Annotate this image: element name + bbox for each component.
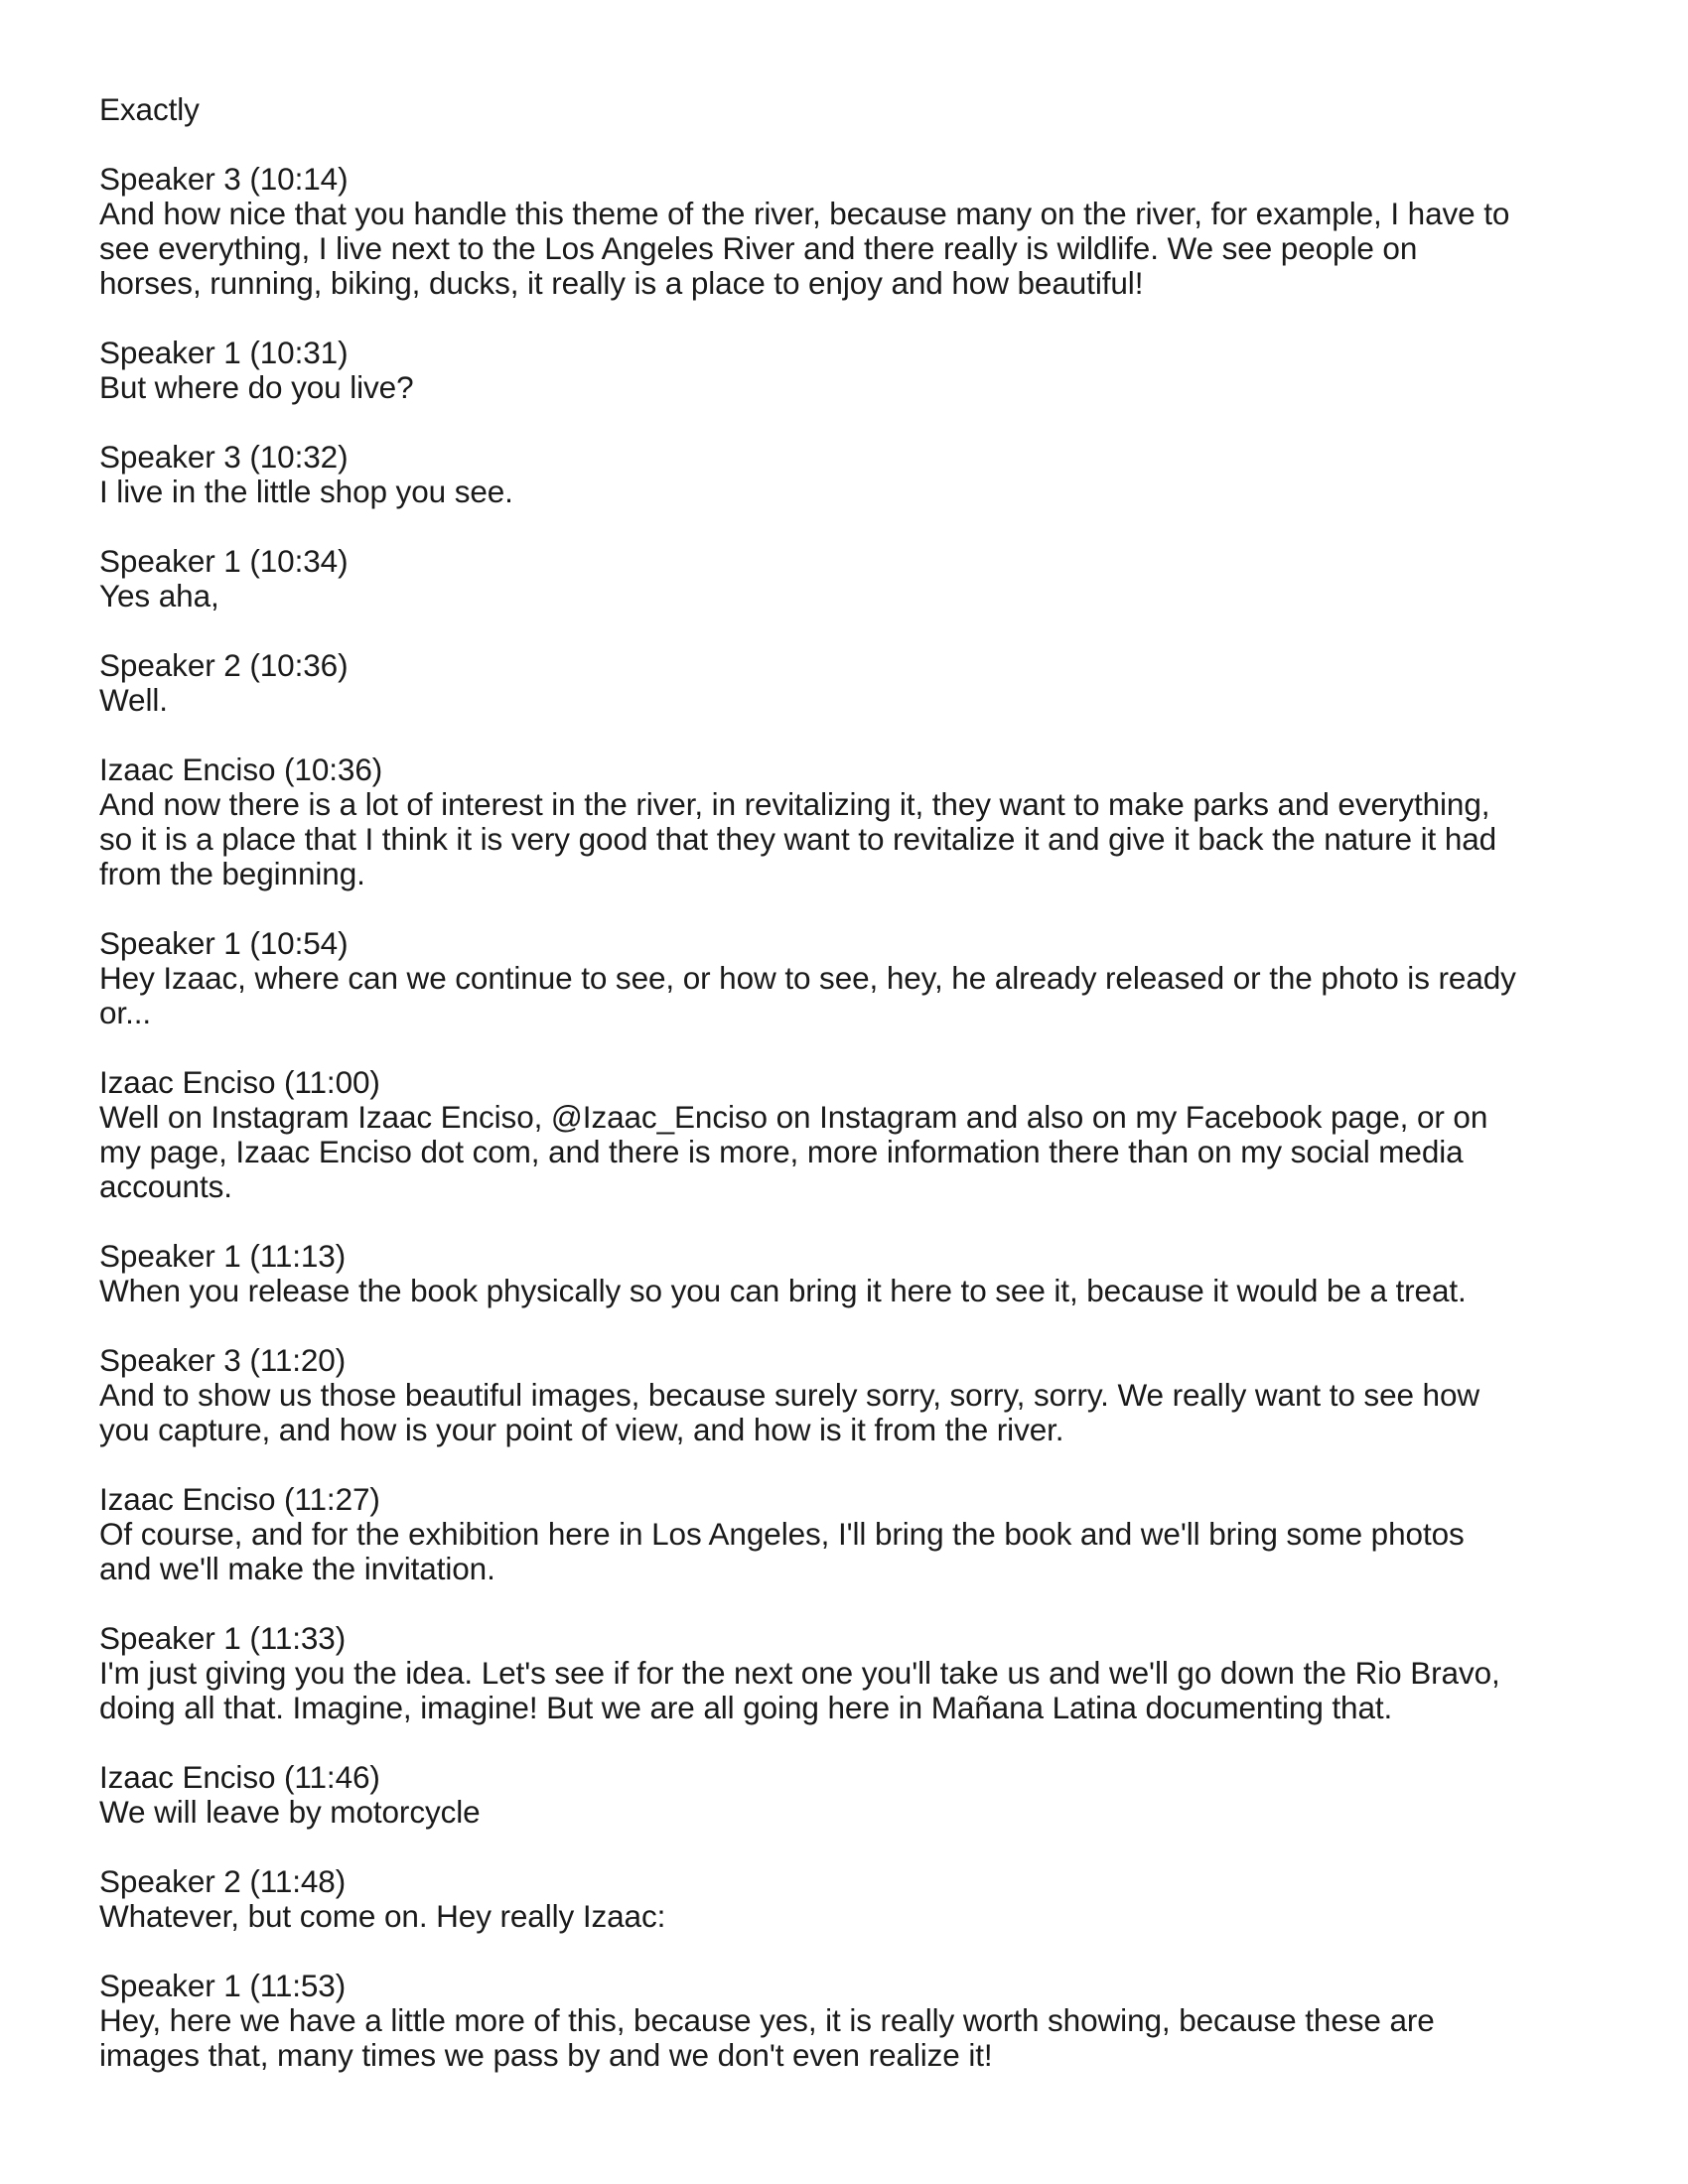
utterance-line: or... (99, 995, 152, 1030)
utterance-line: and we'll make the invitation. (99, 1551, 495, 1586)
speaker-timestamp: Speaker 2 (10:36) (99, 647, 349, 683)
transcript-entry (99, 440, 1589, 509)
transcript-entry (99, 1482, 1589, 1586)
utterance-line: doing all that. Imagine, imagine! But we are all going here in Mañana Latina documenting that. (99, 1690, 1393, 1725)
utterance-line: Hey, here we have a little more of this, because yes, it is really worth showing, because these are (99, 2002, 1435, 2038)
transcript-page (99, 92, 1589, 2108)
utterance-line: Whatever, but come on. Hey really Izaac: (99, 1898, 666, 1934)
transcript-lead-line: Exactly (99, 91, 200, 127)
transcript-entry (99, 926, 1589, 1030)
utterance-line: When you release the book physically so you can bring it here to see it, because it would be a treat. (99, 1273, 1467, 1308)
speaker-timestamp: Speaker 3 (11:20) (99, 1342, 347, 1378)
utterance-line: And now there is a lot of interest in the river, in revitalizing it, they want to make parks and everything, (99, 786, 1490, 822)
speaker-timestamp: Speaker 1 (11:33) (99, 1620, 347, 1656)
utterance-line: Yes aha, (99, 578, 219, 614)
transcript-entry (99, 1621, 1589, 1725)
utterance-line: We will leave by motorcycle (99, 1794, 481, 1830)
transcript-entry (99, 1343, 1589, 1447)
utterance-line: accounts. (99, 1168, 232, 1204)
transcript-entry (99, 1065, 1589, 1204)
transcript-entry (99, 648, 1589, 718)
speaker-timestamp: Speaker 1 (11:13) (99, 1238, 347, 1274)
speaker-timestamp: Izaac Enciso (11:46) (99, 1759, 380, 1795)
speaker-timestamp: Speaker 3 (10:32) (99, 439, 349, 475)
transcript-entry (99, 1239, 1589, 1308)
utterance-line: And to show us those beautiful images, because surely sorry, sorry, sorry. We really want to see how (99, 1377, 1480, 1413)
utterance-line: you capture, and how is your point of view, and how is it from the river. (99, 1412, 1064, 1447)
utterance-line: my page, Izaac Enciso dot com, and there is more, more information there than on my social media (99, 1134, 1464, 1169)
speaker-timestamp: Speaker 1 (10:54) (99, 925, 349, 961)
transcript-entry (99, 544, 1589, 614)
transcript-entry (99, 336, 1589, 405)
speaker-timestamp: Speaker 2 (11:48) (99, 1863, 347, 1899)
utterance-line: And how nice that you handle this theme of the river, because many on the river, for example, I have to (99, 196, 1510, 231)
transcript-entry (99, 162, 1589, 301)
speaker-timestamp: Speaker 1 (10:31) (99, 335, 349, 370)
transcript-entry (99, 1969, 1589, 2073)
utterance-line: I live in the little shop you see. (99, 474, 513, 509)
utterance-line: so it is a place that I think it is very good that they want to revitalize it and give it back the nature it had (99, 821, 1497, 857)
transcript-entry (99, 752, 1589, 891)
utterance-line: I'm just giving you the idea. Let's see if for the next one you'll take us and we'll go down the Rio Bravo, (99, 1655, 1500, 1691)
transcript-entry (99, 1760, 1589, 1830)
speaker-timestamp: Izaac Enciso (11:00) (99, 1064, 380, 1100)
speaker-timestamp: Speaker 1 (11:53) (99, 1968, 347, 2003)
utterance-line: But where do you live? (99, 369, 414, 405)
utterance-line: Well on Instagram Izaac Enciso, @Izaac_Enciso on Instagram and also on my Facebook page, or on (99, 1099, 1488, 1135)
speaker-timestamp: Speaker 1 (10:34) (99, 543, 349, 579)
utterance-line: Hey Izaac, where can we continue to see, or how to see, hey, he already released or the photo is ready (99, 960, 1516, 996)
speaker-timestamp: Izaac Enciso (10:36) (99, 751, 383, 787)
speaker-timestamp: Speaker 3 (10:14) (99, 161, 349, 197)
utterance-line: horses, running, biking, ducks, it really is a place to enjoy and how beautiful! (99, 265, 1144, 301)
speaker-timestamp: Izaac Enciso (11:27) (99, 1481, 380, 1517)
utterance-line: Of course, and for the exhibition here in Los Angeles, I'll bring the book and we'll bring some photos (99, 1516, 1465, 1552)
utterance-line: see everything, I live next to the Los Angeles River and there really is wildlife. We see people on (99, 230, 1418, 266)
transcript-entry (99, 1864, 1589, 1934)
utterance-line: images that, many times we pass by and we don't even realize it! (99, 2037, 993, 2073)
utterance-line: Well. (99, 682, 168, 718)
utterance-line: from the beginning. (99, 856, 365, 891)
